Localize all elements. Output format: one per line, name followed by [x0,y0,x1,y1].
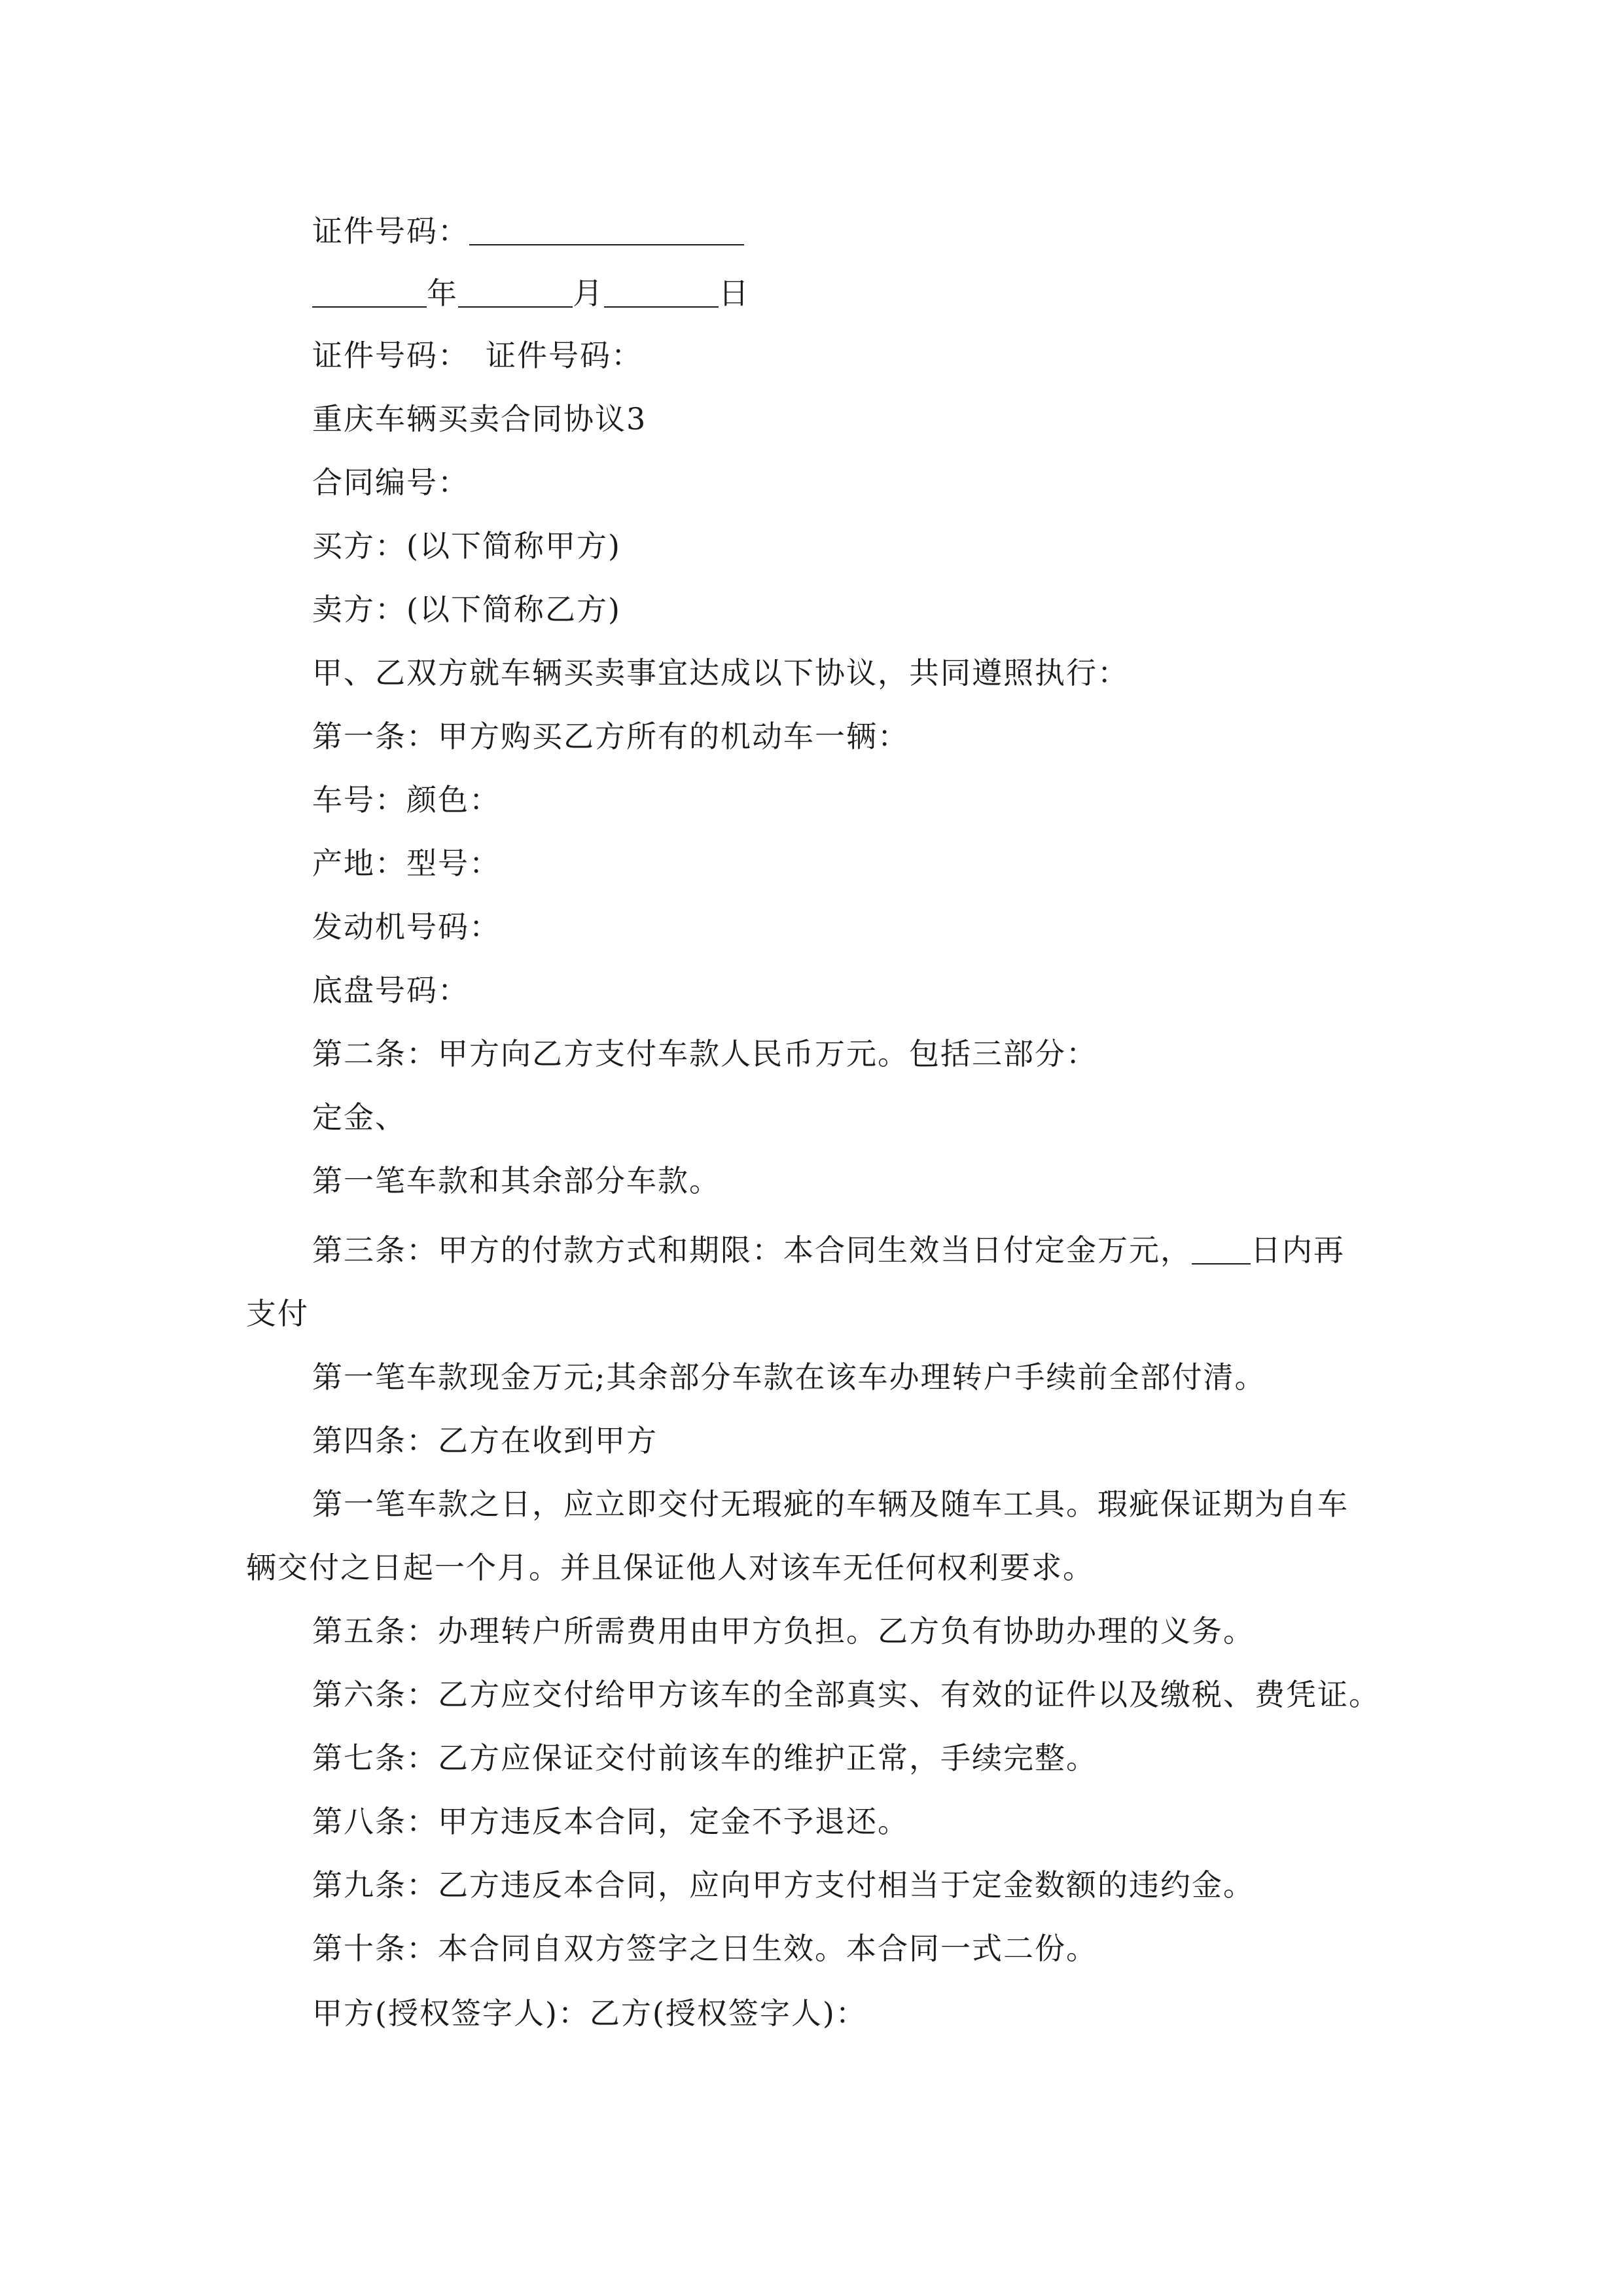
first-payment-line: 第一笔车款现金万元;其余部分车款在该车办理转户手续前全部付清。 [312,1359,1266,1395]
article-4: 第四条：乙方在收到甲方 [312,1423,658,1458]
article-4-cont: 第一笔车款之日，应立即交付无瑕疵的车辆及随车工具。瑕疵保证期为自车 [312,1486,1349,1522]
engine-number-line: 发动机号码： [312,909,501,944]
contract-title: 重庆车辆买卖合同协议3 [312,401,647,437]
article-4-cont-2: 辆交付之日起一个月。并且保证他人对该车无任何权利要求。 [246,1550,1094,1585]
id-number-blank [469,214,744,245]
article-3-text: 第三条：甲方的付款方式和期限：本合同生效当日付定金万元， [312,1232,1192,1268]
preamble: 甲、乙双方就车辆买卖事宜达成以下协议，共同遵照执行： [312,655,1129,691]
signature-line: 甲方(授权签字人)：乙方(授权签字人)： [312,1996,867,2031]
year-label: 年 [427,276,458,311]
day-label: 日 [719,276,750,311]
days-blank [1192,1233,1251,1265]
seller-line: 卖方：(以下简称乙方) [312,592,621,627]
article-2: 第二条：甲方向乙方支付车款人民币万元。包括三部分： [312,1036,1097,1071]
article-6: 第六条：乙方应交付给甲方该车的全部真实、有效的证件以及缴税、费凭证。 [312,1677,1380,1712]
article-8: 第八条：甲方违反本合同，定金不予退还。 [312,1804,909,1839]
article-1: 第一条：甲方购买乙方所有的机动车一辆： [312,719,909,754]
article-3 [312,1230,1345,1270]
payments-line: 第一笔车款和其余部分车款。 [312,1163,721,1198]
article-9: 第九条：乙方违反本合同，应向甲方支付相当于定金数额的违约金。 [312,1867,1255,1903]
id-number-label: 证件号码： [312,213,469,249]
day-blank [604,276,719,308]
plate-color-line: 车号：颜色： [312,782,501,817]
date-line [312,274,750,313]
year-blank [312,276,427,308]
contract-number: 合同编号： [312,465,469,500]
id-number-line [312,211,744,251]
article-10: 第十条：本合同自双方签字之日生效。本合同一式二份。 [312,1931,1097,1966]
month-label: 月 [573,276,604,311]
article-7: 第七条：乙方应保证交付前该车的维护正常，手续完整。 [312,1740,1097,1776]
id-numbers-line: 证件号码： 证件号码： [312,338,643,373]
article-3-tail: 日内再 [1251,1232,1345,1268]
deposit-line: 定金、 [312,1100,406,1135]
article-3-cont: 支付 [246,1296,309,1331]
month-blank [458,276,573,308]
origin-model-line: 产地：型号： [312,846,501,881]
buyer-line: 买方：(以下简称甲方) [312,528,621,564]
article-5: 第五条：办理转户所需费用由甲方负担。乙方负有协助办理的义务。 [312,1613,1255,1649]
chassis-number-line: 底盘号码： [312,973,469,1008]
